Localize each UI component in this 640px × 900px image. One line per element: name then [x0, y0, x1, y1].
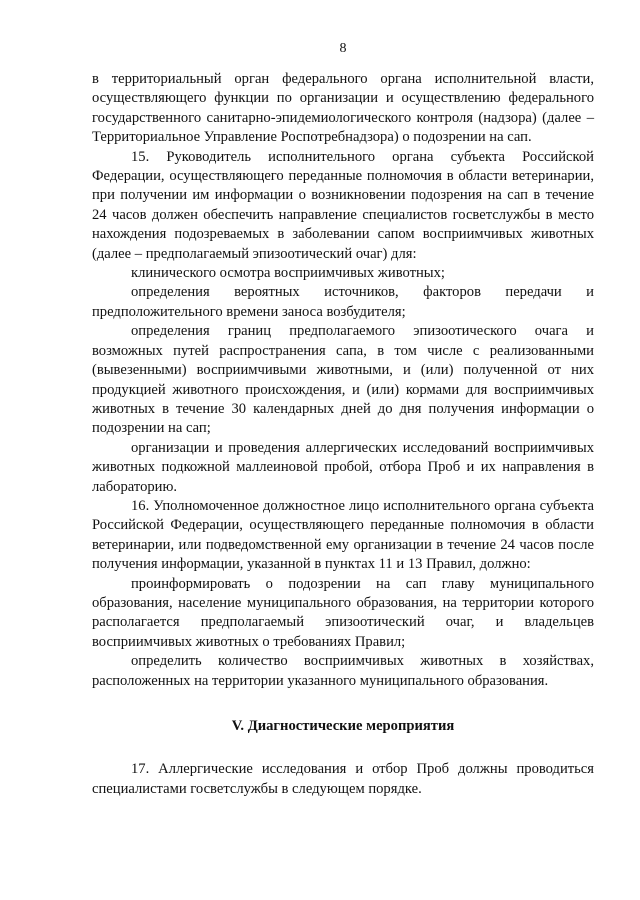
document-page: [92, 0, 594, 900]
paragraph-allergic-tests: организации и проведения аллергических исследований восприимчивых животных подкожной маллеиновой пробой, отбора Проб и их направления в лабораторию.: [92, 439, 594, 495]
paragraph-item-17: 17. Аллергические исследования и отбор Проб должны проводиться специалистами госветслужбы в следующем порядке.: [92, 761, 594, 797]
paragraph-clinical-exam: клинического осмотра восприимчивых животных;: [131, 265, 445, 282]
page-number: 8: [339, 41, 347, 56]
paragraph-item-16: 16. Уполномоченное должностное лицо исполнительного органа субъекта Российской Федерации, осуществляющего переданные полномочия в области ветеринарии, или подведомственной ему организации в течение 24 часов после получения информации, указанной в пунктах 11 и 13 Правил, должно:: [92, 497, 594, 573]
paragraph-continuation: в территориальный орган федерального органа исполнительной власти, осуществляющего функции по организации и осуществлению федерального государственного санитарно-эпидемиологического контроля (надзора) (далее – Территориальное Управление Роспотребнадзора) о подозрении на сап.: [92, 71, 594, 146]
section-title: V. Диагностические мероприятия: [231, 718, 455, 734]
paragraph-item-15: 15. Руководитель исполнительного органа субъекта Российской Федерации, осуществляющего переданные полномочия в области ветеринарии, при получении им информации о возникновении подозрения на сап в течение 24 часов должен обеспечить направление специалистов госветслужбы в место нахождения подозреваемых в заболевании сапом восприимчивых животных (далее – предполагаемый эпизоотический очаг) для:: [92, 148, 594, 262]
paragraph-boundaries: определения границ предполагаемого эпизоотического очага и возможных путей распространения сапа, в том числе с реализованными (вывезенными) восприимчивыми животными, и (или) полученной от них продукцией животного происхождения, и (или) кормами для восприимчивых животных в течение 30 календарных дней до дня получения информации о подозрении на сап;: [92, 323, 594, 437]
paragraph-sources: определения вероятных источников, факторов передачи и предположительного времени заноса возбудителя;: [92, 284, 594, 320]
paragraph-count-animals: определить количество восприимчивых животных в хозяйствах, расположенных на территории указанного муниципального образования.: [92, 653, 594, 689]
paragraph-inform: проинформировать о подозрении на сап главу муниципального образования, население муниципального образования, на территории которого располагается предполагаемый эпизоотический очаг, и владельцев восприимчивых животных о требованиях Правил;: [92, 575, 594, 650]
document-body: [92, 70, 594, 799]
